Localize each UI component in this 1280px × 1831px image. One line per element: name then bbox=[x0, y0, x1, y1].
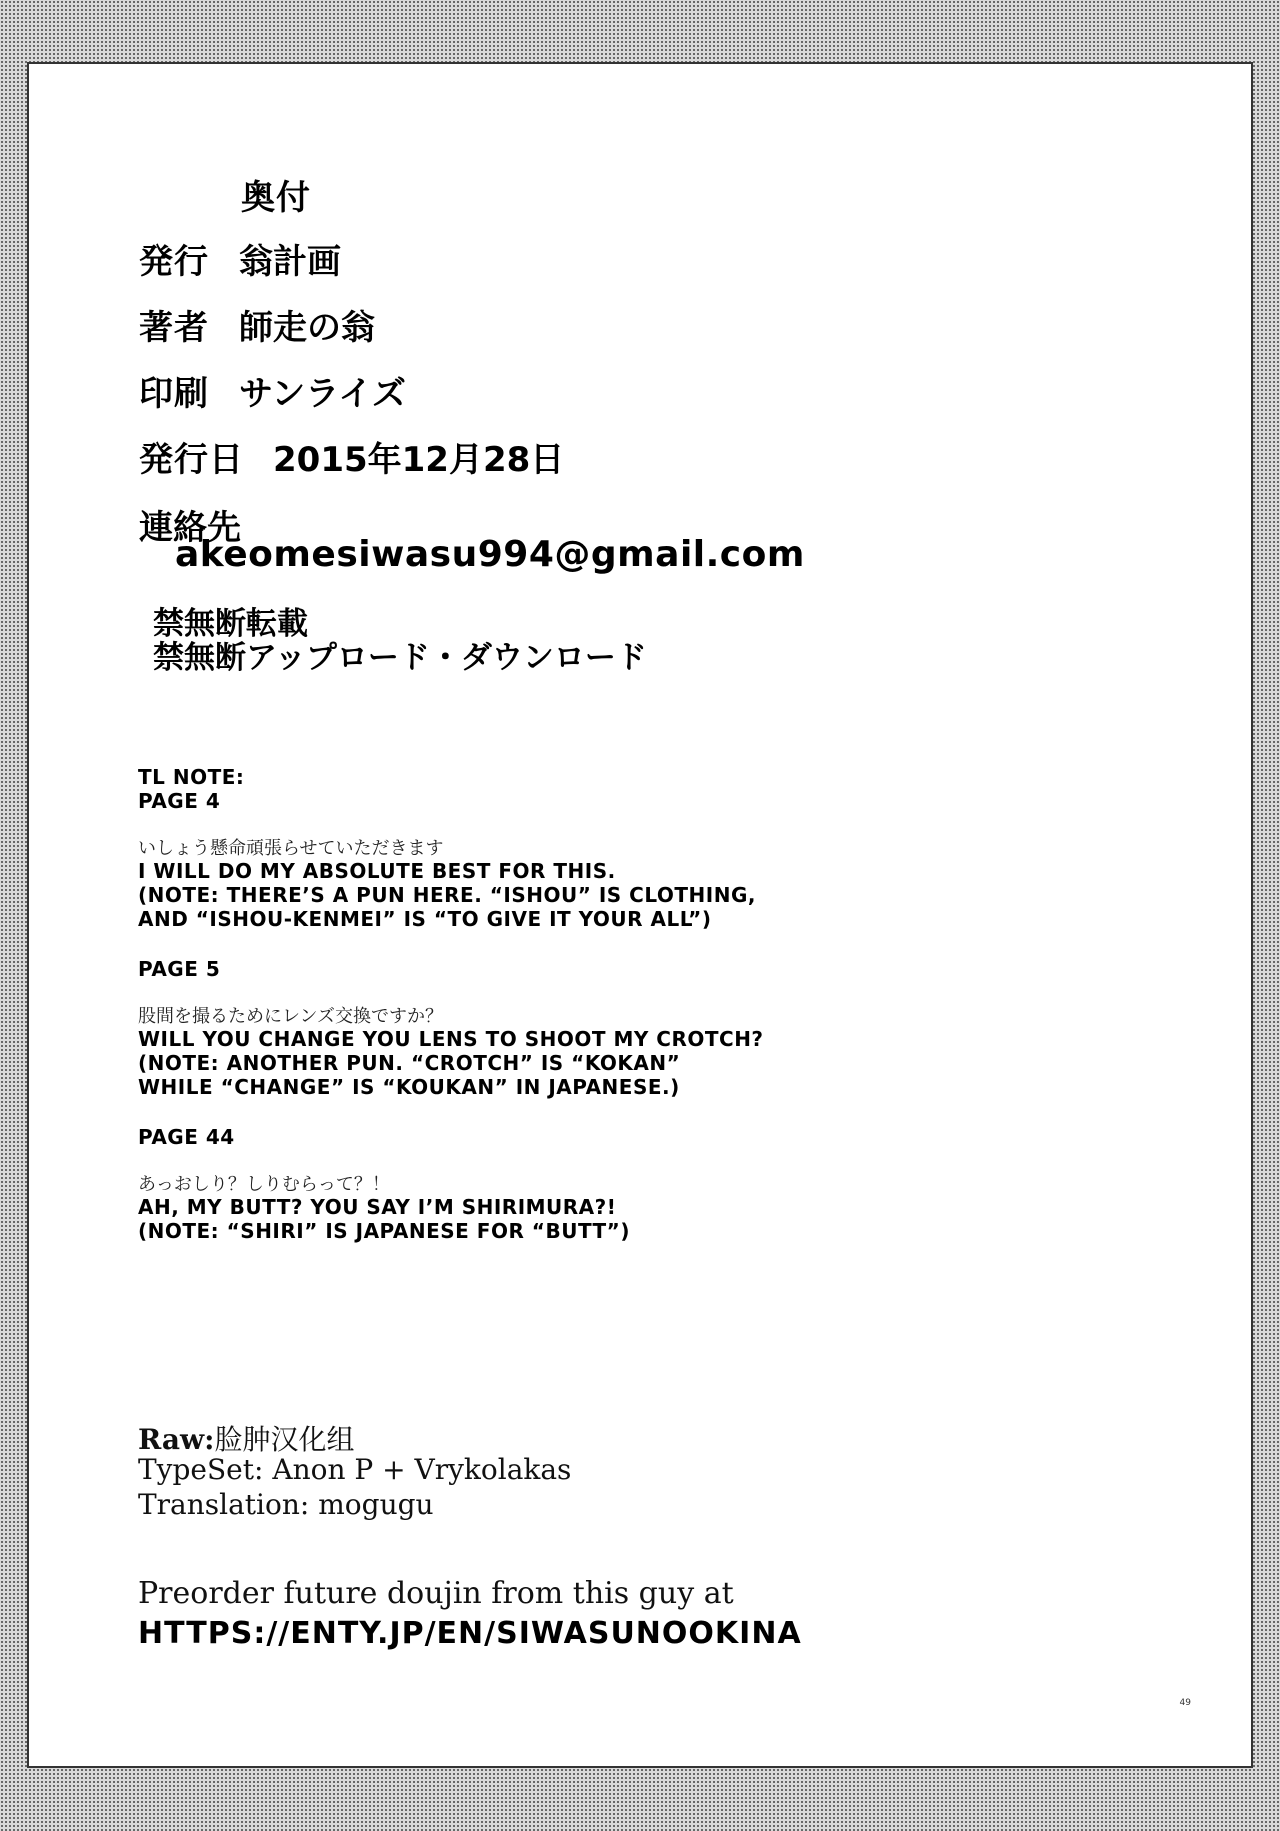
credit-typeset bbox=[138, 1453, 571, 1486]
date-label: 発行日 bbox=[139, 440, 244, 480]
tl-page-label: PAGE 44 bbox=[138, 1125, 235, 1149]
date-row bbox=[139, 432, 564, 481]
publisher-row bbox=[139, 234, 341, 283]
author-value: 師走の翁 bbox=[239, 308, 375, 348]
tl-line: (NOTE: ANOTHER PUN. “CROTCH” IS “KOKAN” bbox=[138, 1051, 681, 1075]
page-number: 49 bbox=[1179, 1698, 1191, 1708]
printer-value: サンライズ bbox=[239, 374, 406, 414]
prohibition-upload: 禁無断アップロード・ダウンロード bbox=[153, 640, 647, 676]
prohibition-reprint: 禁無断転載 bbox=[153, 606, 308, 642]
author-label: 著者 bbox=[139, 308, 209, 348]
colophon-title: 奥付 bbox=[241, 178, 311, 218]
credit-raw-value: 脸肿汉化组 bbox=[214, 1423, 355, 1456]
tl-line: WILL YOU CHANGE YOU LENS TO SHOOT MY CROTCH? bbox=[138, 1027, 764, 1051]
printer-label: 印刷 bbox=[139, 374, 209, 414]
preorder-url: HTTPS://ENTY.JP/EN/SIWASUNOOKINA bbox=[138, 1616, 802, 1651]
publisher-value: 翁計画 bbox=[239, 242, 341, 282]
tl-japanese: 股間を撮るためにレンズ交換ですか？ bbox=[138, 1006, 444, 1027]
contact-email: akeomesiwasu994@gmail.com bbox=[175, 534, 805, 575]
date-value: 2015年12月28日 bbox=[273, 440, 565, 480]
tl-line: AH, MY BUTT? YOU SAY I’M SHIRIMURA?! bbox=[138, 1195, 617, 1219]
credit-raw-label: Raw: bbox=[138, 1423, 215, 1456]
page-sheet bbox=[27, 62, 1253, 1768]
tl-line: (NOTE: “SHIRI” IS JAPANESE FOR “BUTT”) bbox=[138, 1219, 630, 1243]
tl-japanese: いしょう懸命頑張らせていただきます bbox=[138, 838, 444, 859]
tl-line: (NOTE: THERE’S A PUN HERE. “ISHOU” IS CLOTHING, bbox=[138, 883, 756, 907]
credit-raw bbox=[138, 1418, 355, 1458]
tl-line: AND “ISHOU-KENMEI” IS “TO GIVE IT YOUR ALL”) bbox=[138, 907, 712, 931]
tl-note-heading: TL NOTE: bbox=[138, 765, 245, 789]
tl-japanese: あっおしり？しりむらって？！ bbox=[138, 1174, 390, 1195]
credit-typeset-value: Anon P + Vrykolakas bbox=[272, 1453, 572, 1486]
printer-row bbox=[139, 366, 406, 415]
credit-typeset-label: TypeSet: bbox=[138, 1453, 264, 1486]
credit-translation bbox=[138, 1488, 434, 1521]
tl-line: I WILL DO MY ABSOLUTE BEST FOR THIS. bbox=[138, 859, 616, 883]
tl-line: WHILE “CHANGE” IS “KOUKAN” IN JAPANESE.) bbox=[138, 1075, 680, 1099]
publisher-label: 発行 bbox=[139, 242, 209, 282]
credit-translation-label: Translation: bbox=[138, 1488, 310, 1521]
author-row bbox=[139, 300, 375, 349]
credit-translation-value: mogugu bbox=[318, 1488, 434, 1521]
contact-label: 連絡先 bbox=[139, 508, 241, 548]
preorder-text: Preorder future doujin from this guy at bbox=[138, 1576, 734, 1611]
tl-page-label: PAGE 5 bbox=[138, 957, 221, 981]
tl-page-label: PAGE 4 bbox=[138, 789, 221, 813]
